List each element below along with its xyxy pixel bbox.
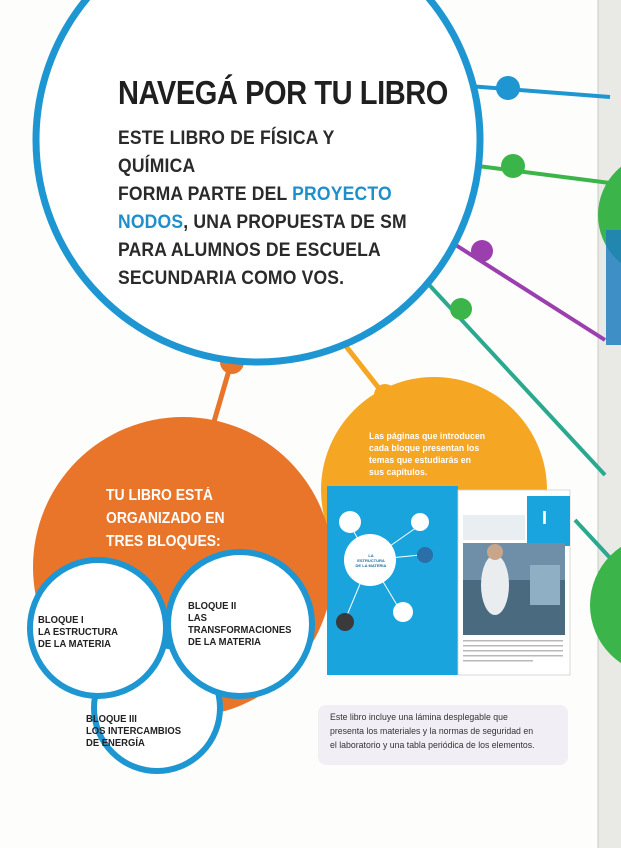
book-spread-image: [327, 486, 570, 675]
pages-intro-text: [369, 431, 507, 479]
bloque-2-line-2: LAS: [188, 612, 207, 624]
intro-line-5: SECUNDARIA COMO VOS.: [118, 267, 345, 289]
purple-node-dot: [471, 240, 493, 262]
bloque-2-label: [188, 600, 305, 648]
intro-highlight-proyecto: PROYECTO: [292, 183, 392, 205]
bloque-1-line-2: LA ESTRUCTURA: [38, 626, 118, 638]
footer-note-line-1: Este libro incluye una lámina desplegable que: [330, 712, 508, 723]
intro-paragraph: [118, 124, 415, 292]
spread-left-title: LA ESTRUCTURA DE LA MATERIA: [355, 553, 387, 568]
bloque-1-line-3: DE LA MATERIA: [38, 638, 111, 650]
organization-title-line-1: TU LIBRO ESTÁ: [106, 487, 213, 504]
intro-line-4: PARA ALUMNOS DE ESCUELA: [118, 239, 381, 261]
bloque-2-line-3: TRANSFORMACIONES: [188, 624, 292, 636]
bloque-3-line-2: LOS INTERCAMBIOS: [86, 725, 182, 737]
blue-node-dot: [496, 76, 520, 100]
green-connector-line: [470, 165, 610, 183]
page-edge: [598, 0, 621, 848]
bloque-1-label: [38, 614, 146, 650]
bloque-2-line-4: DE LA MATERIA: [188, 636, 261, 648]
organization-title-line-2: ORGANIZADO EN: [106, 510, 225, 527]
organization-title-line-3: TRES BLOQUES:: [106, 533, 221, 550]
intro-highlight-nodos: NODOS: [118, 211, 184, 233]
intro-line-3: [118, 208, 415, 236]
pages-intro-line-2: cada bloque presentan los: [369, 443, 480, 454]
bloque-3-line-3: DE ENERGÍA: [86, 737, 145, 749]
pages-intro-line-3: temas que estudiarás en: [369, 455, 472, 466]
footer-note-line-2: presenta los materiales y la normas de seguridad en: [330, 726, 534, 737]
bloque-3-line-1: BLOQUE III: [86, 713, 137, 725]
teal-node-dot: [450, 298, 472, 320]
spread-block-number: I: [542, 508, 548, 528]
footer-note-line-3: el laboratorio y una tabla periódica de los elementos.: [330, 740, 535, 751]
bloque-3-label: [86, 713, 203, 749]
intro-line-2: [118, 180, 415, 208]
intro-line-3-text: , UNA PROPUESTA DE SM: [183, 211, 407, 233]
green-node-dot: [501, 154, 525, 178]
pages-intro-line-4: sus capítulos.: [369, 467, 428, 478]
bloque-1-line-1: BLOQUE I: [38, 614, 84, 626]
footer-note-text: [330, 711, 551, 753]
page-title: NAVEGÁ POR TU LIBRO: [118, 74, 448, 111]
pages-intro-line-1: Las páginas que introducen: [369, 431, 486, 442]
bloque-2-line-1: BLOQUE II: [188, 600, 237, 612]
intro-line-1: ESTE LIBRO DE FÍSICA Y QUÍMICA: [118, 127, 335, 177]
intro-line-2-text: FORMA PARTE DEL: [118, 183, 293, 205]
organization-title: [106, 484, 259, 553]
